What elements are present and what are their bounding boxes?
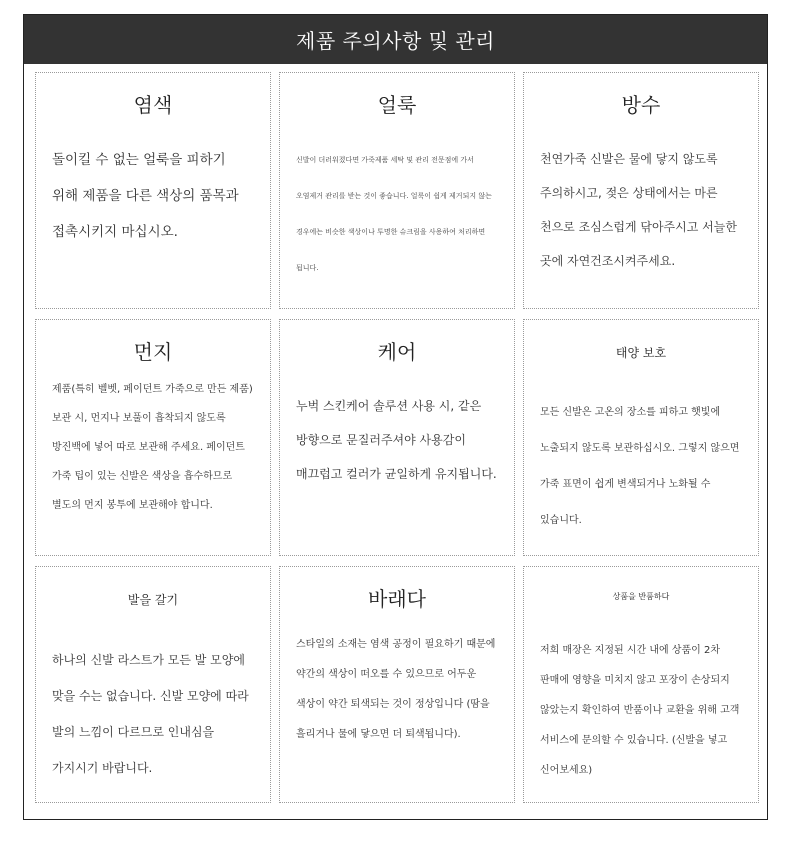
card-care <box>279 319 515 556</box>
card-dust <box>35 319 271 556</box>
card-fading <box>279 566 515 803</box>
card-body: 저희 매장은 지정된 시간 내에 상품이 2차 판매에 영향을 미치지 않고 포장이 손상되지 않았는지 확인하여 반품이나 교환을 위해 고객 서비스에 문의할 수 있습니다. (신발을 넣고 신어보세요) <box>540 645 740 776</box>
card-title: 태양 보호 <box>615 346 667 360</box>
card-body: 돌이킬 수 없는 얼룩을 피하기 위해 제품을 다른 색상의 품목과 접촉시키지 마십시오. <box>52 152 239 240</box>
card-body: 모든 신발은 고온의 장소를 피하고 햇빛에 노출되지 않도록 보관하십시오. 그렇지 않으면 가죽 표면이 쉽게 변색되거나 노화될 수 있습니다. <box>540 407 740 526</box>
card-body: 누벅 스킨케어 솔루션 사용 시, 같은 방향으로 문질러주셔야 사용감이 매끄럽고 컬러가 균일하게 유지됩니다. <box>296 399 497 481</box>
card-body: 천연가죽 신발은 물에 닿지 않도록 주의하시고, 젖은 상태에서는 마른 천으로 조심스럽게 닦아주시고 서늘한 곳에 자연건조시켜주세요. <box>540 152 737 268</box>
card-sun-protection <box>523 319 759 556</box>
card-title: 케어 <box>377 340 417 364</box>
card-body: 하나의 신발 라스트가 모든 발 모양에 맞을 수는 없습니다. 신발 모양에 따라 발의 느낌이 다르므로 인내심을 가지시기 바랍니다. <box>52 653 249 775</box>
care-instructions-panel <box>23 14 768 820</box>
card-body: 제품(특히 벨벳, 페이던트 가죽으로 만든 제품) 보관 시, 먼지나 보풀이 흡착되지 않도록 방진백에 넣어 따로 보관해 주세요. 페이던트 가죽 팁이 있는 신발은 색상을 흡수하므로 별도의 먼지 봉투에 보관해야 합니다. <box>52 384 253 511</box>
card-foot-fit <box>35 566 271 803</box>
card-title: 발을 갈기 <box>127 593 179 607</box>
card-body: 스타일의 소재는 염색 공정이 필요하기 때문에 약간의 색상이 떠오를 수 있으므로 어두운 색상이 약간 퇴색되는 것이 정상입니다 (땀을 흘리거나 물에 닿으면 더 퇴색됩니다). <box>296 639 496 740</box>
page-title: 제품 주의사항 및 관리 <box>24 15 767 64</box>
card-waterproof <box>523 72 759 309</box>
card-returns <box>523 566 759 803</box>
card-stains <box>279 72 515 309</box>
card-title: 바래다 <box>368 587 426 611</box>
card-title: 염색 <box>133 93 173 117</box>
care-card-grid <box>35 72 759 803</box>
card-title: 얼룩 <box>377 93 417 117</box>
card-title: 먼지 <box>133 340 173 364</box>
card-title: 상품을 반품하다 <box>612 592 670 601</box>
card-title: 방수 <box>621 93 661 117</box>
card-body: 신발이 더러워졌다면 가죽제품 세탁 및 관리 전문점에 가서 오염제거 관리를 받는 것이 좋습니다. 얼룩이 쉽게 제거되지 않는 경우에는 비슷한 색상이나 투명한 슈크림을 사용하여 처리하면 됩니다. <box>296 156 492 272</box>
card-dyeing <box>35 72 271 309</box>
